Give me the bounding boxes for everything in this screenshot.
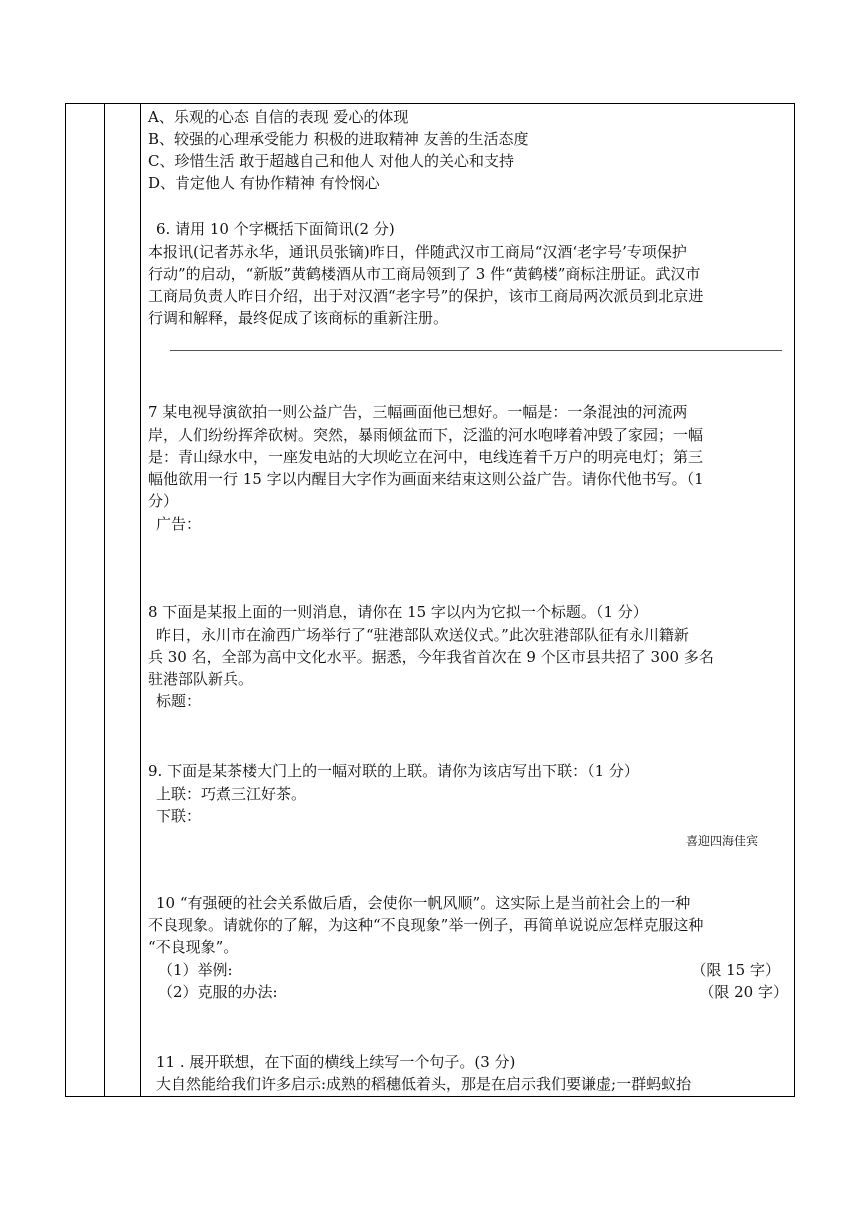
- table-column-divider: [140, 104, 141, 1096]
- q11-text-line: 大自然能给我们许多启示:成熟的稻穗低着头，那是在启示我们要谦虚;一群蚂蚁抬: [156, 1075, 692, 1093]
- q10-text-line: “不良现象”。: [148, 938, 239, 956]
- q6-title: 6. 请用 10 个字概括下面简讯(2 分): [156, 220, 395, 238]
- q10-item-limit: （限 20 字）: [699, 983, 788, 1001]
- q10-item-example: [148, 959, 788, 981]
- option-d: D、肯定他人 有协作精神 有怜悯心: [148, 174, 380, 192]
- q7-text-line: 幅他欲用一行 15 字以内醒目大字作为画面来结束这则公益广告。请你代他书写。（1: [148, 470, 704, 488]
- q7-answer-label: 广告：: [156, 515, 202, 533]
- q11-title: 11 . 展开联想，在下面的横线上续写一个句子。(3 分): [156, 1053, 516, 1071]
- q6-answer-line[interactable]: [170, 350, 782, 351]
- q8-text-line: 昨日，永川市在渝西广场举行了“驻港部队欢送仪式。”此次驻港部队征有永川籍新: [156, 626, 689, 644]
- q7-text-line: 岸，人们纷纷挥斧砍树。突然，暴雨倾盆而下，泛滥的河水咆哮着冲毁了家园；一幅: [148, 426, 704, 444]
- question-content: [148, 104, 788, 1096]
- q9-answer-note: 喜迎四海佳宾: [685, 834, 758, 848]
- q10-text-line: 不良现象。请就你的了解，为这种“不良现象”举一例子，再简单说说应怎样克服这种: [148, 916, 704, 934]
- q8-text-line: 兵 30 名，全部为高中文化水平。据悉，今年我省首次在 9 个区市县共招了 300 多名: [148, 648, 714, 666]
- q7-text-line: 是：青山绿水中，一座发电站的大坝屹立在河中，电线连着千万户的明亮电灯；第三: [148, 448, 704, 466]
- option-b: B、较强的心理承受能力 积极的进取精神 友善的生活态度: [148, 130, 529, 148]
- q6-text-line: 工商局负责人昨日介绍，出于对汉酒“老字号”的保护，该市工商局两次派员到北京进: [148, 287, 704, 305]
- q6-text-line: 行动”的启动，“新版”黄鹤楼酒从市工商局领到了 3 件“黄鹤楼”商标注册证。武汉市: [148, 265, 701, 283]
- q10-item-label: （1）举例:: [158, 961, 233, 979]
- q7-text-line: 7 某电视导演欲拍一则公益广告，三幅画面他已想好。一幅是：一条混浊的河流两: [148, 403, 688, 421]
- q6-text-line: 行调和解释，最终促成了该商标的重新注册。: [148, 309, 449, 327]
- q8-text-line: 驻港部队新兵。: [148, 670, 254, 688]
- q9-lower-label: 下联：: [156, 807, 202, 825]
- q7-text-line: 分）: [148, 492, 179, 510]
- q10-text-line: 10 “有强硬的社会关系做后盾，会使你一帆风顺”。这实际上是当前社会上的一种: [156, 894, 691, 912]
- q10-item-method: [148, 981, 788, 1003]
- q9-title: 9. 下面是某茶楼大门上的一幅对联的上联。请你为该店写出下联：（1 分）: [148, 762, 639, 780]
- question-table: [65, 103, 795, 1097]
- q9-upper-couplet: 上联：巧煮三江好茶。: [156, 785, 307, 803]
- q8-title: 8 下面是某报上面的一则消息，请你在 15 字以内为它拟一个标题。（1 分）: [148, 603, 648, 621]
- table-column-divider: [104, 104, 105, 1096]
- q6-text-line: 本报讯(记者苏永华，通讯员张镝)昨日，伴随武汉市工商局“汉酒‘老字号’专项保护: [148, 243, 687, 261]
- q8-answer-label: 标题：: [156, 692, 202, 710]
- q10-item-limit: （限 15 字）: [691, 961, 780, 979]
- option-c: C、珍惜生活 敢于超越自己和他人 对他人的关心和支持: [148, 152, 515, 170]
- option-a: A、乐观的心态 自信的表现 爱心的体现: [148, 108, 409, 126]
- q10-item-label: （2）克服的办法:: [158, 983, 278, 1001]
